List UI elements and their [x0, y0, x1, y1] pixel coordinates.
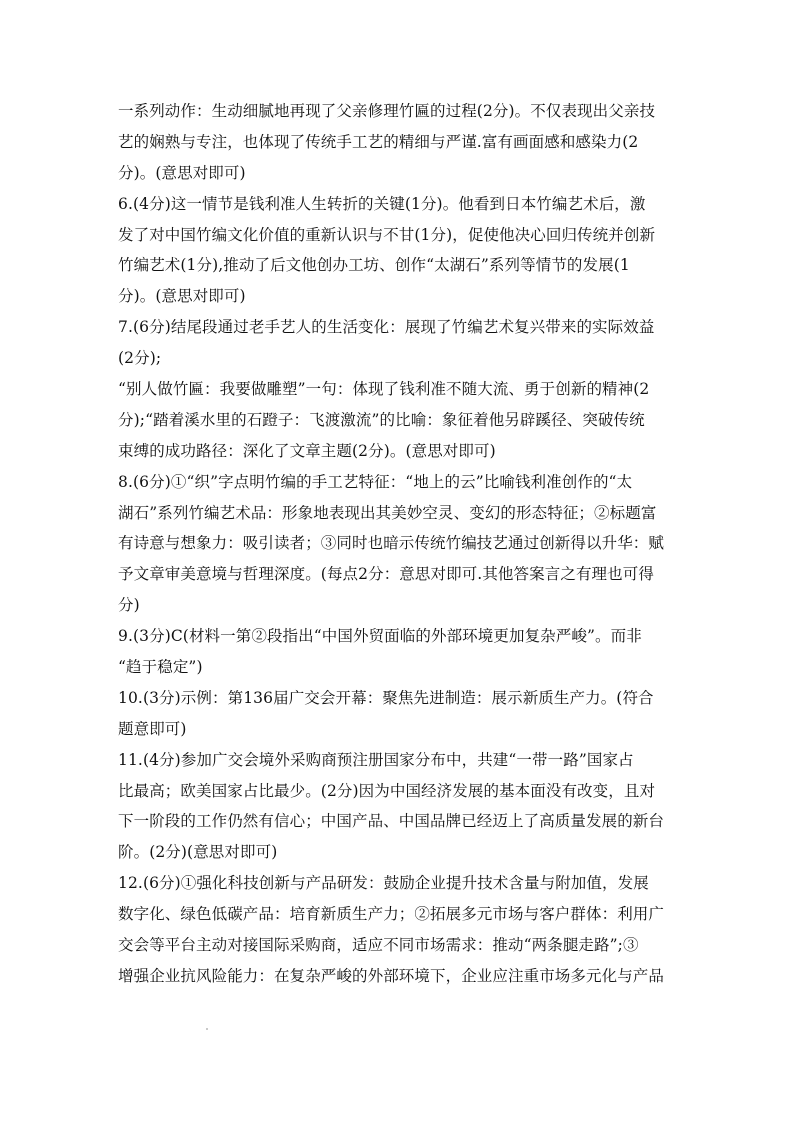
text-line: 分)。(意思对即可)	[118, 163, 246, 182]
text-line: 下一阶段的工作仍然有信心；中国产品、中国品牌已经迈上了高质量发展的新台	[118, 812, 665, 831]
text-line: 9.(3分)C(材料一第②段指出“中国外贸面临的外部环境更加复杂严峻”。而非	[118, 627, 642, 646]
text-line: 分)。(意思对即可)	[118, 287, 246, 306]
text-line: “趋于稳定”)	[118, 658, 203, 677]
text-line: 7.(6分)结尾段通过老手艺人的生活变化：展现了竹编艺术复兴带来的实际效益	[118, 318, 655, 337]
text-line: 予文章审美意境与哲理深度。(每点2分：意思对即可.其他答案言之有理也可得	[118, 565, 654, 584]
text-line: 10.(3分)示例：第136届广交会开幕：聚焦先进制造：展示新质生产力。(符合	[118, 688, 654, 707]
text-line: 发了对中国竹编文化价值的重新认识与不甘(1分)，促使他决心回归传统并创新	[118, 225, 656, 244]
text-line: 有诗意与想象力：吸引读者；③同时也暗示传统竹编技艺通过创新得以升华：赋	[118, 534, 665, 553]
text-line: 交会等平台主动对接国际采购商，适应不同市场需求：推动“两条腿走路”;③	[118, 936, 639, 955]
text-line: 竹编艺术(1分),推动了后文他创办工坊、创作“太湖石”系列等情节的发展(1	[118, 256, 630, 275]
text-line: “别人做竹匾：我要做雕塑”一句：体现了钱利准不随大流、勇于创新的精神(2	[118, 380, 650, 399]
text-line: 增强企业抗风险能力：在复杂严峻的外部环境下，企业应注重市场多元化与产品	[118, 966, 665, 985]
text-line: 束缚的成功路径：深化了文章主题(2分)。(意思对即可)	[118, 441, 496, 460]
text-line: 数字化、绿色低碳产品：培育新质生产力；②拓展多元市场与客户群体：利用广	[118, 905, 665, 924]
text-line: 12.(6分)①强化科技创新与产品研发：鼓励企业提升技术含量与附加值，发展	[118, 874, 649, 893]
text-line: 艺的娴熟与专注，也体现了传统手工艺的精细与严谨.富有画面感和感染力(2	[118, 132, 639, 151]
page-mark	[206, 1028, 208, 1030]
text-line: (2分);	[118, 349, 162, 368]
text-line: 分);“踏着溪水里的石蹬子：飞渡激流”的比喻：象征着他另辟蹊径、突破传统	[118, 410, 645, 429]
text-line: 分)	[118, 596, 140, 615]
text-line: 11.(4分)参加广交会境外采购商预注册国家分布中，共建“一带一路”国家占	[118, 750, 634, 769]
text-line: 一系列动作：生动细腻地再现了父亲修理竹匾的过程(2分)。不仅表现出父亲技	[118, 102, 656, 120]
text-line: 阶。(2分)(意思对即可)	[118, 843, 278, 862]
text-line: 6.(4分)这一情节是钱利准人生转折的关键(1分)。他看到日本竹编艺术后，激	[118, 194, 646, 213]
answer-text-block	[118, 96, 678, 992]
text-line: 8.(6分)①“织”字点明竹编的手工艺特征：“地上的云”比喻钱利准创作的“太	[118, 472, 633, 491]
text-line: 题意即可)	[118, 719, 187, 738]
text-line: 比最高；欧美国家占比最少。(2分)因为中国经济发展的基本面没有改变，且对	[118, 781, 656, 800]
text-line: 湖石”系列竹编艺术品：形象地表现出其美妙空灵、变幻的形态特征；②标题富	[118, 503, 657, 522]
